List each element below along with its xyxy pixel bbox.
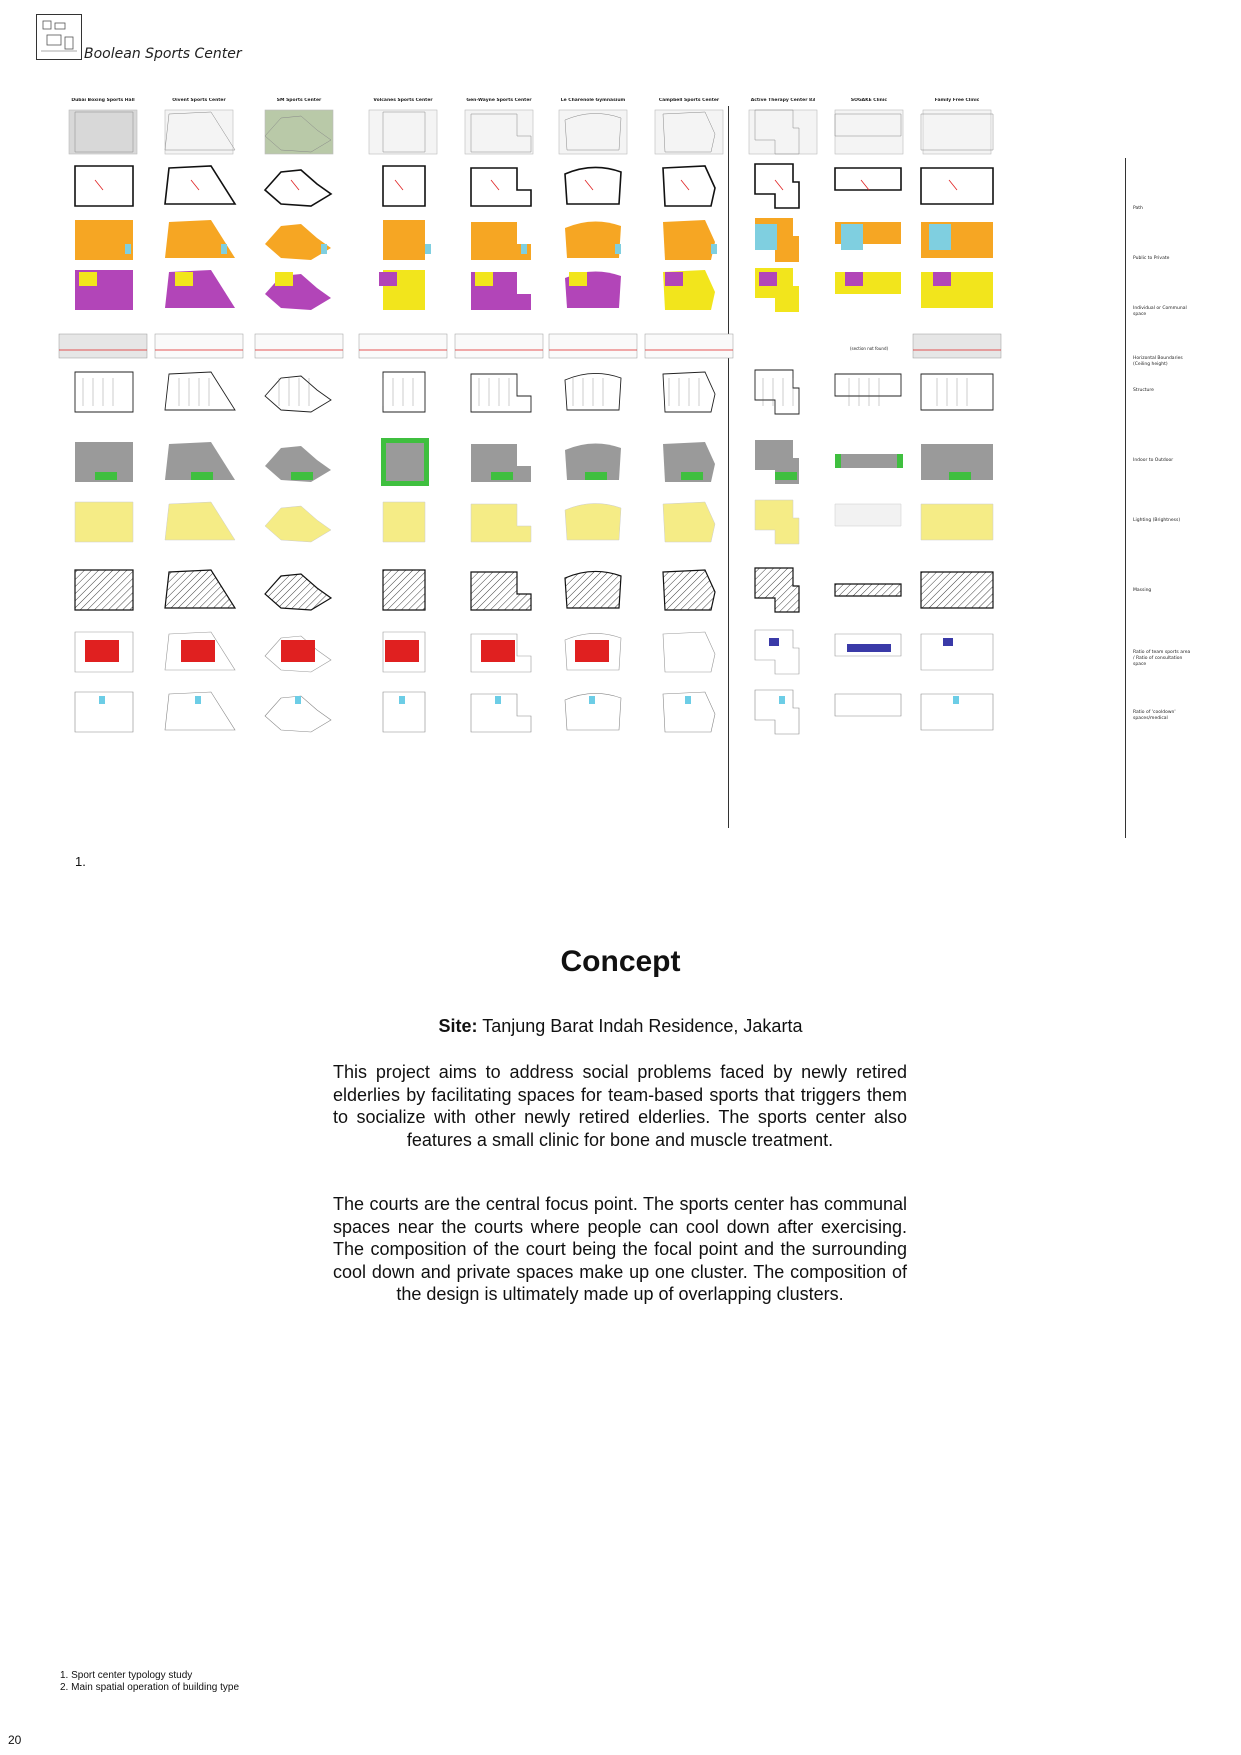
- typology-diagram: [451, 160, 547, 212]
- figure-captions: [60, 1670, 239, 1694]
- typology-diagram: [821, 564, 917, 616]
- typology-diagram: [545, 626, 641, 678]
- typology-diagram: [55, 366, 151, 418]
- typology-diagram: [735, 264, 831, 316]
- typology-diagram: [151, 626, 247, 678]
- row-label: Lighting (Brightness): [1133, 518, 1181, 523]
- typology-diagram: [821, 366, 917, 418]
- typology-diagram: [641, 626, 737, 678]
- column-title: Gen-Wayne Sports Center: [466, 98, 532, 103]
- typology-diagram: [451, 564, 547, 616]
- typology-diagram: [641, 686, 737, 738]
- typology-diagram: [251, 496, 347, 548]
- figure-number: 1.: [75, 854, 86, 869]
- typology-diagram: [355, 106, 451, 158]
- concept-heading: Concept: [560, 945, 681, 978]
- typology-diagram: [251, 214, 347, 266]
- typology-diagram: [821, 626, 917, 678]
- concept-paragraph-1: This project aims to address social problems faced by newly retired elderlies by facilitating spaces for team-based sports that triggers them to socialize with other newly retired elderlies. The sports center also features a small clinic for bone and muscle treatment.: [333, 1062, 907, 1150]
- typology-diagram: [151, 436, 247, 488]
- row-label: Ratio of team sports area / Ratio of consultation space: [1133, 650, 1191, 667]
- typology-diagram: [909, 106, 1005, 158]
- typology-diagram: [641, 366, 737, 418]
- typology-diagram: [55, 496, 151, 548]
- typology-diagram: [251, 320, 347, 372]
- typology-diagram: [735, 686, 831, 738]
- typology-diagram: [821, 160, 917, 212]
- column-title: Volcanes Sports Center: [373, 98, 433, 103]
- typology-diagram: [545, 564, 641, 616]
- typology-diagram: [545, 496, 641, 548]
- typology-diagram: [451, 436, 547, 488]
- site-value: Tanjung Barat Indah Residence, Jakarta: [482, 1016, 803, 1036]
- typology-diagram: [151, 320, 247, 372]
- typology-study-figure: [55, 98, 1191, 838]
- typology-diagram: [151, 496, 247, 548]
- typology-diagram: [909, 564, 1005, 616]
- typology-diagram: [55, 686, 151, 738]
- typology-diagram: [55, 320, 151, 372]
- caption-1: 1. Sport center typology study: [60, 1670, 193, 1681]
- typology-diagram: [451, 214, 547, 266]
- typology-diagram: [451, 626, 547, 678]
- row-label: Individual or Communal space: [1133, 306, 1187, 317]
- typology-diagram: [909, 214, 1005, 266]
- typology-diagram: [151, 160, 247, 212]
- typology-diagram: [641, 106, 737, 158]
- typology-diagram: [735, 320, 831, 372]
- typology-diagram: [735, 160, 831, 212]
- row-label: Public to Private: [1133, 256, 1170, 261]
- typology-diagram: [451, 366, 547, 418]
- typology-diagram: [151, 564, 247, 616]
- typology-diagram: [909, 366, 1005, 418]
- typology-diagram: [151, 106, 247, 158]
- typology-diagram: [355, 626, 451, 678]
- column-title: Family Free Clinic: [934, 98, 980, 103]
- typology-diagram: [151, 214, 247, 266]
- typology-diagram: [451, 496, 547, 548]
- site-label: Site:: [438, 1016, 478, 1036]
- typology-diagram: [735, 106, 831, 158]
- column-title: Oivent Sports Center: [172, 98, 226, 103]
- typology-diagram: [909, 686, 1005, 738]
- typology-diagram: [641, 320, 737, 372]
- row-label: Structure: [1133, 388, 1154, 393]
- typology-diagram: [821, 436, 917, 488]
- typology-diagram: [545, 160, 641, 212]
- row-label: Horizontal Boundaries (Ceiling height): [1133, 356, 1183, 367]
- typology-diagram: [545, 106, 641, 158]
- typology-diagram: [151, 686, 247, 738]
- figure-divider: [1125, 158, 1126, 838]
- typology-diagram: [735, 564, 831, 616]
- typology-diagram: [909, 436, 1005, 488]
- typology-diagram: [641, 214, 737, 266]
- typology-diagram: [355, 496, 451, 548]
- typology-diagram: [251, 160, 347, 212]
- typology-diagram: [909, 496, 1005, 548]
- typology-diagram: [55, 626, 151, 678]
- typology-diagram: [735, 496, 831, 548]
- typology-diagram: [251, 436, 347, 488]
- typology-diagram: [821, 214, 917, 266]
- typology-diagram: [251, 106, 347, 158]
- typology-diagram: [355, 366, 451, 418]
- typology-diagram: [451, 320, 547, 372]
- typology-diagram: [545, 436, 641, 488]
- caption-2: 2. Main spatial operation of building type: [60, 1682, 240, 1693]
- typology-diagram: [909, 160, 1005, 212]
- typology-diagram: [355, 564, 451, 616]
- typology-diagram: [355, 214, 451, 266]
- typology-diagram: [251, 686, 347, 738]
- typology-diagram: [251, 264, 347, 316]
- typology-diagram: [909, 264, 1005, 316]
- typology-diagram: [251, 564, 347, 616]
- typology-diagram: [641, 264, 737, 316]
- typology-diagram: [641, 436, 737, 488]
- column-title: Campbell Sports Center: [658, 98, 720, 103]
- typology-diagram: [909, 626, 1005, 678]
- project-title: Boolean Sports Center: [84, 46, 242, 62]
- typology-diagram: [55, 160, 151, 212]
- column-title: Le Charenole Gymnasium: [560, 98, 626, 103]
- column-title: SM Sports Center: [276, 98, 322, 103]
- typology-diagram: [545, 214, 641, 266]
- typology-diagram: [821, 264, 917, 316]
- typology-diagram: [55, 214, 151, 266]
- typology-diagram: [55, 564, 151, 616]
- typology-diagram: [55, 106, 151, 158]
- typology-diagram: [735, 366, 831, 418]
- typology-diagram: [355, 264, 451, 316]
- row-label: Path: [1133, 206, 1143, 211]
- typology-diagram: [821, 320, 917, 372]
- row-label: Massing: [1133, 588, 1152, 593]
- page-number: 20: [8, 1733, 22, 1747]
- typology-diagram: [545, 366, 641, 418]
- row-label: Ratio of 'cooldown' spaces/medical: [1133, 710, 1176, 721]
- typology-diagram: [355, 160, 451, 212]
- typology-diagram: [821, 106, 917, 158]
- site-plan-thumbnail-icon: [36, 14, 82, 60]
- concept-paragraph-2: The courts are the central focus point. The sports center has communal spaces near the courts where people can cool down after exercising. The composition of the court being the focal point and the surrounding cool down and private spaces make up one cluster. The composition of the design is ultimately made up of overlapping clusters.: [333, 1194, 907, 1304]
- typology-diagram: [641, 496, 737, 548]
- typology-diagram: [355, 686, 451, 738]
- typology-diagram: [545, 686, 641, 738]
- typology-diagram: [151, 366, 247, 418]
- typology-diagram: [451, 264, 547, 316]
- typology-diagram: [735, 436, 831, 488]
- row-label: Indoor to Outdoor: [1133, 458, 1174, 463]
- svg-text:(section not found): (section not found): [849, 346, 889, 351]
- typology-diagram: [55, 264, 151, 316]
- typology-diagram: [355, 320, 451, 372]
- typology-diagram: [735, 214, 831, 266]
- typology-diagram: [251, 626, 347, 678]
- typology-diagram: [55, 436, 151, 488]
- typology-diagram: [909, 320, 1005, 372]
- typology-diagram: [735, 626, 831, 678]
- site-line: [0, 1016, 1241, 1037]
- column-title: SOGAKE Clinic: [850, 98, 888, 103]
- typology-diagram: [821, 496, 917, 548]
- typology-diagram: [545, 264, 641, 316]
- typology-diagram: [355, 436, 451, 488]
- typology-diagram: [821, 686, 917, 738]
- typology-diagram: [451, 106, 547, 158]
- typology-diagram: [151, 264, 247, 316]
- typology-diagram: [251, 366, 347, 418]
- column-title: Active Therapy Center 83: [750, 98, 816, 103]
- typology-diagram: [641, 564, 737, 616]
- typology-diagram: [545, 320, 641, 372]
- typology-diagram: [451, 686, 547, 738]
- column-title: Dubai Boxing Sports Hall: [71, 98, 135, 103]
- typology-diagram: [641, 160, 737, 212]
